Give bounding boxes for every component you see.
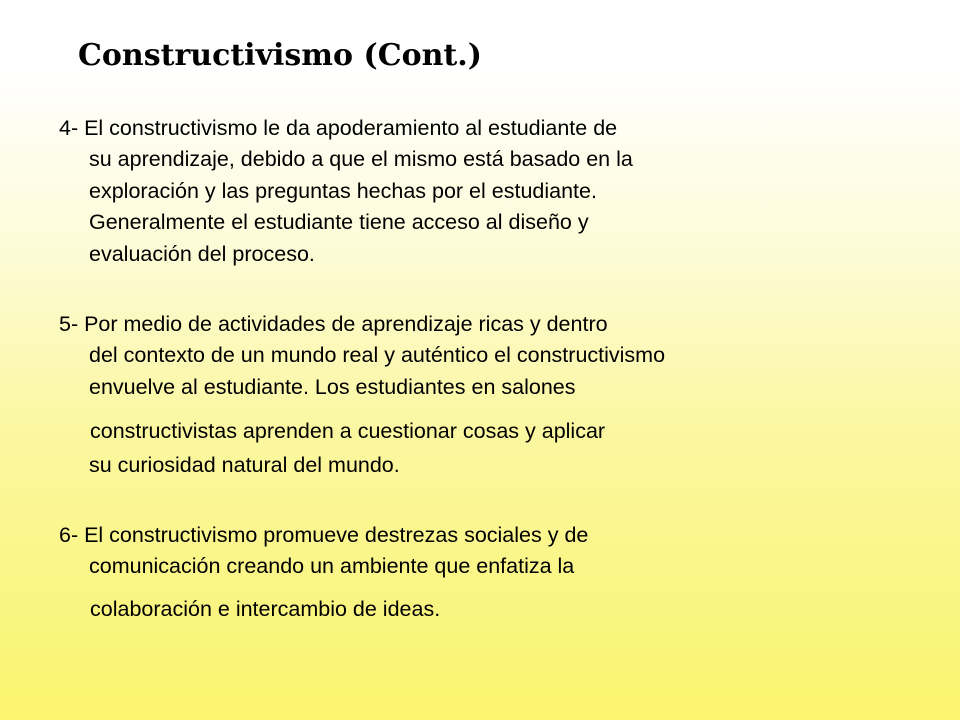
point-5-line: del contexto de un mundo real y auténtico el constructivismo	[89, 343, 666, 367]
point-5-line: envuelve al estudiante. Los estudiantes en salones	[89, 375, 576, 399]
point-5-line: 5- Por medio de actividades de aprendizaje ricas y dentro	[59, 312, 608, 336]
slide-title: Constructivismo (Cont.)	[78, 38, 482, 73]
point-6-line: 6- El constructivismo promueve destrezas sociales y de	[59, 523, 589, 547]
point-4-line: Generalmente el estudiante tiene acceso al diseño y	[89, 210, 589, 234]
point-4-line: 4- El constructivismo le da apoderamiento al estudiante de	[59, 116, 618, 140]
point-4-line: evaluación del proceso.	[89, 242, 315, 266]
point-4-line: exploración y las preguntas hechas por el estudiante.	[89, 179, 597, 203]
point-5-line: constructivistas aprenden a cuestionar cosas y aplicar	[90, 419, 606, 443]
point-6-line: colaboración e intercambio de ideas.	[90, 597, 441, 621]
point-5-line: su curiosidad natural del mundo.	[89, 453, 400, 477]
point-4-line: su aprendizaje, debido a que el mismo está basado en la	[89, 147, 633, 171]
point-6-line: comunicación creando un ambiente que enfatiza la	[89, 554, 575, 578]
